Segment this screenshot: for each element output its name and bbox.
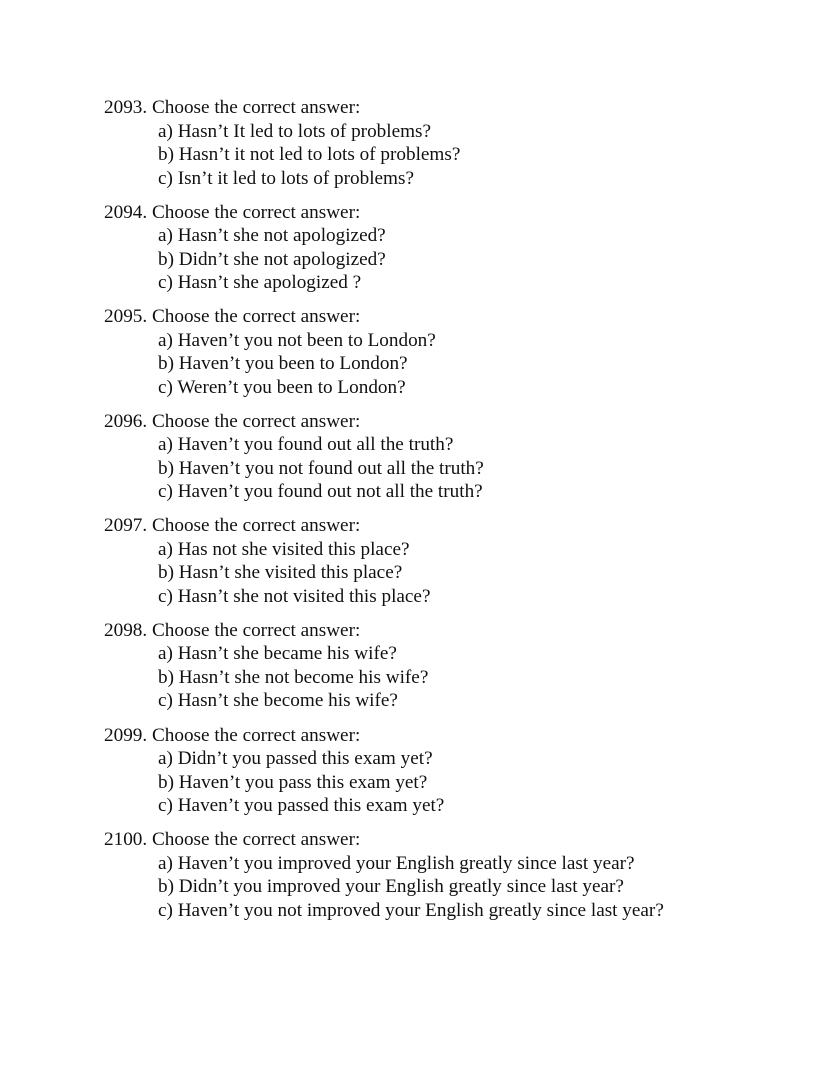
answer-option <box>158 271 804 295</box>
option-text: Didn’t she not apologized? <box>178 248 386 270</box>
answer-option <box>158 538 804 562</box>
option-letter: c) <box>158 690 173 712</box>
answer-option <box>158 852 804 876</box>
option-text: Hasn’t she became his wife? <box>177 643 397 665</box>
answer-option <box>158 376 804 400</box>
option-letter: a) <box>158 225 173 247</box>
option-text: Haven’t you not found out all the truth? <box>178 457 484 479</box>
question-prompt: Choose the correct answer: <box>151 724 361 746</box>
option-text: Hasn’t she apologized ? <box>177 272 362 294</box>
question-stem <box>104 201 804 225</box>
answer-option <box>158 585 804 609</box>
answer-option <box>158 875 804 899</box>
option-letter: b) <box>158 876 174 898</box>
option-letter: a) <box>158 329 173 351</box>
answer-option <box>158 457 804 481</box>
answer-option <box>158 480 804 504</box>
question-stem <box>104 96 804 120</box>
option-text: Hasn’t she become his wife? <box>177 690 398 712</box>
answer-option <box>158 167 804 191</box>
answer-option <box>158 771 804 795</box>
question-block <box>104 201 804 295</box>
question-number: 2096. <box>104 410 148 432</box>
option-text: Weren’t you been to London? <box>177 376 406 398</box>
question-block <box>104 828 804 922</box>
option-letter: c) <box>158 167 173 189</box>
option-text: Hasn’t she visited this place? <box>178 562 403 584</box>
answer-option <box>158 224 804 248</box>
question-prompt: Choose the correct answer: <box>151 619 361 641</box>
answer-option <box>158 666 804 690</box>
option-letter: a) <box>158 852 173 874</box>
question-stem <box>104 619 804 643</box>
answer-options <box>104 120 804 191</box>
question-number: 2100. <box>104 829 148 851</box>
answer-option <box>158 689 804 713</box>
option-text: Hasn’t It led to lots of problems? <box>177 120 432 142</box>
answer-option <box>158 561 804 585</box>
question-prompt: Choose the correct answer: <box>151 201 361 223</box>
option-text: Haven’t you pass this exam yet? <box>178 771 428 793</box>
option-text: Haven’t you not improved your English greatly since last year? <box>177 899 664 921</box>
question-number: 2095. <box>104 306 148 328</box>
option-letter: b) <box>158 666 174 688</box>
option-letter: a) <box>158 434 173 456</box>
option-text: Haven’t you passed this exam yet? <box>177 795 445 817</box>
option-letter: b) <box>158 562 174 584</box>
question-stem <box>104 410 804 434</box>
option-letter: a) <box>158 120 173 142</box>
answer-option <box>158 143 804 167</box>
question-number: 2097. <box>104 515 148 537</box>
answer-options <box>104 433 804 504</box>
option-letter: a) <box>158 538 173 560</box>
option-text: Hasn’t it not led to lots of problems? <box>178 144 461 165</box>
answer-option <box>158 329 804 353</box>
option-letter: c) <box>158 795 173 817</box>
answer-option <box>158 248 804 272</box>
option-letter: a) <box>158 643 173 665</box>
question-prompt: Choose the correct answer: <box>151 97 361 118</box>
question-prompt: Choose the correct answer: <box>151 829 361 851</box>
option-letter: c) <box>158 272 173 294</box>
answer-options <box>104 224 804 295</box>
answer-option <box>158 433 804 457</box>
answer-option <box>158 352 804 376</box>
option-text: Haven’t you improved your English greatly since last year? <box>177 852 635 874</box>
question-block <box>104 724 804 818</box>
question-block <box>104 96 804 190</box>
question-number: 2098. <box>104 619 148 641</box>
option-letter: b) <box>158 771 174 793</box>
answer-options <box>104 642 804 713</box>
option-letter: c) <box>158 899 173 921</box>
answer-option <box>158 899 804 923</box>
question-prompt: Choose the correct answer: <box>151 410 361 432</box>
question-prompt: Choose the correct answer: <box>151 515 361 537</box>
option-letter: b) <box>158 248 174 270</box>
question-block <box>104 619 804 713</box>
question-stem <box>104 305 804 329</box>
option-letter: b) <box>158 144 174 165</box>
question-prompt: Choose the correct answer: <box>151 306 361 328</box>
question-number: 2093. <box>104 97 148 118</box>
question-block <box>104 410 804 504</box>
option-text: Isn’t it led to lots of problems? <box>177 167 414 189</box>
option-text: Haven’t you found out not all the truth? <box>177 481 483 503</box>
answer-option <box>158 120 804 144</box>
question-stem <box>104 724 804 748</box>
option-text: Hasn’t she not apologized? <box>177 225 386 247</box>
answer-option <box>158 642 804 666</box>
answer-options <box>104 538 804 609</box>
question-list <box>104 96 804 933</box>
question-block <box>104 305 804 399</box>
question-block <box>104 514 804 608</box>
question-stem <box>104 514 804 538</box>
answer-options <box>104 747 804 818</box>
option-letter: b) <box>158 457 174 479</box>
option-text: Has not she visited this place? <box>177 538 410 560</box>
answer-options <box>104 329 804 400</box>
option-text: Hasn’t she not visited this place? <box>177 585 431 607</box>
question-number: 2099. <box>104 724 148 746</box>
option-letter: a) <box>158 748 173 770</box>
option-text: Didn’t you passed this exam yet? <box>177 748 433 770</box>
option-text: Haven’t you not been to London? <box>177 329 436 351</box>
answer-option <box>158 794 804 818</box>
option-letter: c) <box>158 376 173 398</box>
question-number: 2094. <box>104 201 148 223</box>
option-letter: b) <box>158 353 174 375</box>
question-stem <box>104 828 804 852</box>
option-text: Haven’t you found out all the truth? <box>177 434 454 456</box>
option-text: Hasn’t she not become his wife? <box>178 666 429 688</box>
option-letter: c) <box>158 481 173 503</box>
answer-options <box>104 852 804 923</box>
answer-option <box>158 747 804 771</box>
option-letter: c) <box>158 585 173 607</box>
option-text: Haven’t you been to London? <box>178 353 408 375</box>
option-text: Didn’t you improved your English greatly since last year? <box>178 876 624 898</box>
